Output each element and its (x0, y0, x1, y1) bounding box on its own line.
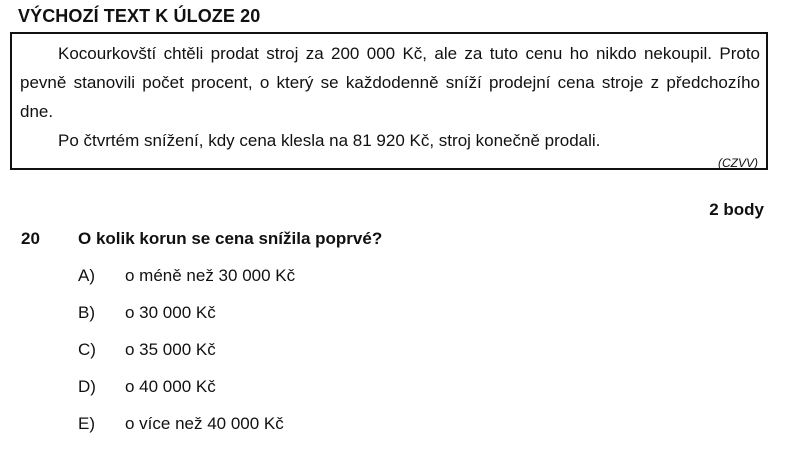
source-text-box (10, 32, 768, 170)
source-paragraph-1: Kocourkovští chtěli prodat stroj za 200 000 Kč, ale za tuto cenu ho nikdo nekoupil. Proto pevně stanovili počet procent, o který se každodenně sníží prodejní cena stroje z předchozího dne. (20, 44, 760, 121)
question-points: 2 body (709, 200, 764, 219)
section-heading: VÝCHOZÍ TEXT K ÚLOZE 20 (18, 6, 261, 26)
option-letter: B) (78, 303, 95, 322)
source-attribution: (CZVV) (718, 156, 758, 170)
source-paragraph-2: Po čtvrtém snížení, kdy cena klesla na 81 920 Kč, stroj konečně prodali. (58, 131, 601, 150)
option-text: o 30 000 Kč (125, 303, 216, 322)
option-letter: A) (78, 266, 95, 285)
option-text: o méně než 30 000 Kč (125, 266, 296, 285)
option-text: o 35 000 Kč (125, 340, 216, 359)
option-letter: C) (78, 340, 96, 359)
option-text: o více než 40 000 Kč (125, 414, 284, 433)
question-number: 20 (21, 229, 40, 248)
question-text: O kolik korun se cena snížila poprvé? (78, 229, 383, 248)
option-letter: D) (78, 377, 96, 396)
option-letter: E) (78, 414, 95, 433)
option-text: o 40 000 Kč (125, 377, 216, 396)
